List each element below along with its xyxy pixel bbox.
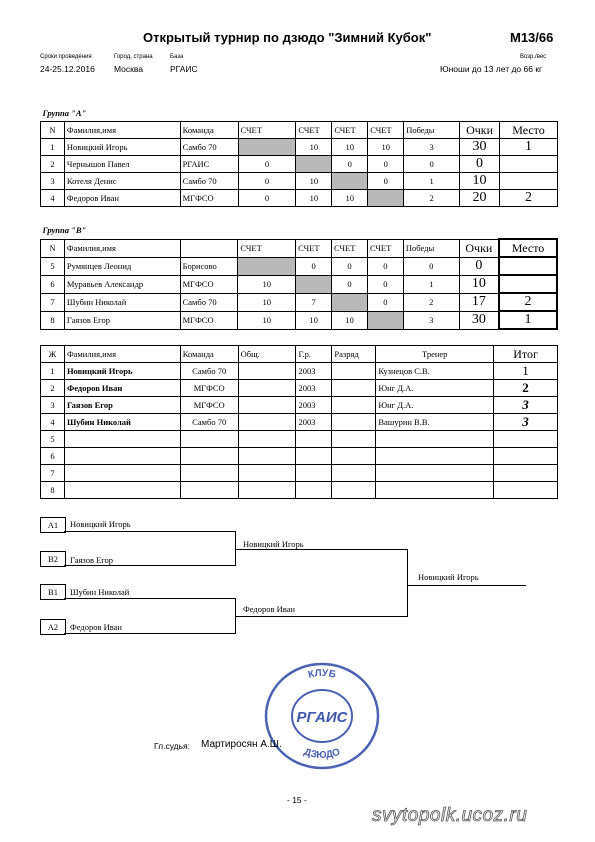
club-cell bbox=[238, 380, 296, 397]
place-cell bbox=[500, 156, 558, 173]
final-place: 2 bbox=[494, 380, 558, 397]
seed-box: А1 bbox=[40, 517, 66, 533]
page-number: - 15 - bbox=[287, 795, 307, 805]
score-cell: 10 bbox=[238, 293, 296, 311]
score-cell: 10 bbox=[296, 173, 332, 190]
col-score-3: СЧЕТ bbox=[332, 239, 368, 257]
club-cell bbox=[238, 397, 296, 414]
athlete-team: МГФСО bbox=[180, 190, 238, 207]
stamp-ring-top: КЛУБ bbox=[307, 667, 337, 681]
col-place: Место bbox=[499, 239, 557, 257]
score-cell: 0 bbox=[367, 293, 403, 311]
athlete-team bbox=[180, 465, 238, 482]
birth-year bbox=[296, 482, 332, 499]
score-cell: 0 bbox=[332, 156, 368, 173]
athlete-team: МГФСО bbox=[180, 380, 238, 397]
rank-cell bbox=[332, 465, 376, 482]
wins-cell: 3 bbox=[404, 139, 460, 156]
col-score-1: СЧЕТ bbox=[238, 122, 296, 139]
group-a-header-row bbox=[41, 122, 558, 139]
table-row bbox=[41, 363, 558, 380]
col-team bbox=[180, 239, 238, 257]
row-number: 5 bbox=[41, 431, 65, 448]
row-number: 3 bbox=[41, 173, 65, 190]
place-cell: 1 bbox=[500, 139, 558, 156]
coach-name bbox=[376, 431, 494, 448]
row-number: 7 bbox=[41, 293, 65, 311]
table-row bbox=[41, 465, 558, 482]
athlete-name: Гаязов Егор bbox=[64, 397, 180, 414]
athlete-team: Самбо 70 bbox=[180, 293, 238, 311]
rank-cell bbox=[332, 380, 376, 397]
club-cell bbox=[238, 431, 296, 448]
birth-year: 2003 bbox=[296, 380, 332, 397]
points-cell: 10 bbox=[460, 173, 500, 190]
score-cell bbox=[368, 190, 404, 207]
row-number: 1 bbox=[41, 139, 65, 156]
wins-cell: 3 bbox=[403, 311, 459, 329]
row-number: 6 bbox=[41, 275, 65, 293]
place-cell bbox=[500, 173, 558, 190]
col-rank: Разряд bbox=[332, 346, 376, 363]
col-points: Очки bbox=[459, 239, 499, 257]
bracket-semifinal-winner: Новицкий Игорь bbox=[243, 539, 304, 549]
table-row bbox=[41, 275, 558, 293]
score-cell bbox=[296, 275, 332, 293]
athlete-team bbox=[180, 431, 238, 448]
group-a-table bbox=[40, 105, 558, 207]
athlete-team: Самбо 70 bbox=[180, 414, 238, 431]
place-cell: 2 bbox=[500, 190, 558, 207]
bracket-athlete-name: Новицкий Игорь bbox=[70, 519, 131, 529]
col-club: Общ. bbox=[238, 346, 296, 363]
score-cell: 0 bbox=[332, 257, 368, 275]
athlete-name bbox=[64, 482, 180, 499]
rank-cell bbox=[332, 431, 376, 448]
score-cell bbox=[332, 293, 368, 311]
group-b-header-row bbox=[41, 239, 558, 257]
rank-cell bbox=[332, 363, 376, 380]
table-row bbox=[41, 448, 558, 465]
col-n: Ж bbox=[41, 346, 65, 363]
birth-year: 2003 bbox=[296, 397, 332, 414]
results-header-row bbox=[41, 346, 558, 363]
wins-cell: 1 bbox=[403, 275, 459, 293]
table-row bbox=[41, 139, 558, 156]
wins-cell: 1 bbox=[404, 173, 460, 190]
score-cell: 7 bbox=[296, 293, 332, 311]
row-number: 7 bbox=[41, 465, 65, 482]
score-cell: 10 bbox=[332, 139, 368, 156]
event-dates: 24-25.12.2016 bbox=[40, 64, 95, 74]
bracket-athlete-name: Федоров Иван bbox=[70, 622, 122, 632]
group-a-caption: Группа "А" bbox=[41, 105, 239, 122]
place-cell: 1 bbox=[499, 311, 557, 329]
athlete-name: Федоров Иван bbox=[64, 190, 180, 207]
rank-cell bbox=[332, 397, 376, 414]
club-cell bbox=[238, 465, 296, 482]
wins-cell: 0 bbox=[404, 156, 460, 173]
col-place: Место bbox=[500, 122, 558, 139]
athlete-team bbox=[180, 482, 238, 499]
place-cell bbox=[499, 275, 557, 293]
table-row bbox=[41, 414, 558, 431]
points-cell: 30 bbox=[460, 139, 500, 156]
base-label: База bbox=[170, 54, 184, 60]
bracket-final-winner: Новицкий Игорь bbox=[418, 572, 479, 582]
final-place bbox=[494, 431, 558, 448]
table-row bbox=[41, 190, 558, 207]
watermark: svytopolk.ucoz.ru bbox=[372, 805, 528, 826]
score-cell: 0 bbox=[368, 156, 404, 173]
score-cell: 10 bbox=[296, 139, 332, 156]
col-team: Команда bbox=[180, 122, 238, 139]
athlete-team: МГФСО bbox=[180, 397, 238, 414]
wins-cell: 2 bbox=[403, 293, 459, 311]
score-cell bbox=[332, 173, 368, 190]
athlete-name bbox=[64, 448, 180, 465]
points-cell: 0 bbox=[460, 156, 500, 173]
col-team: Команда bbox=[180, 346, 238, 363]
athlete-team bbox=[180, 448, 238, 465]
dates-label: Сроки проведения bbox=[40, 54, 92, 60]
points-cell: 17 bbox=[459, 293, 499, 311]
col-points: Очки bbox=[460, 122, 500, 139]
score-cell bbox=[296, 156, 332, 173]
coach-name: Юнг Д.А. bbox=[376, 380, 494, 397]
score-cell: 0 bbox=[238, 190, 296, 207]
table-row bbox=[41, 431, 558, 448]
event-city: Москва bbox=[114, 64, 144, 74]
seed-box: А2 bbox=[40, 619, 66, 635]
athlete-team: РГАИС bbox=[180, 156, 238, 173]
place-cell: 2 bbox=[499, 293, 557, 311]
athlete-name: Румянцев Леонид bbox=[64, 257, 180, 275]
col-n: N bbox=[41, 239, 65, 257]
col-wins: Победы bbox=[403, 239, 459, 257]
table-row bbox=[41, 156, 558, 173]
judge-label: Гл.судья: bbox=[154, 741, 191, 751]
event-base: РГАИС bbox=[170, 64, 198, 74]
age-weight: Юноши до 13 лет до 66 кг bbox=[440, 64, 543, 74]
athlete-name: Шубин Николай bbox=[64, 293, 180, 311]
score-cell: 10 bbox=[296, 190, 332, 207]
coach-name: Вашурин В.В. bbox=[376, 414, 494, 431]
coach-name bbox=[376, 482, 494, 499]
final-place: 3 bbox=[494, 414, 558, 431]
points-cell: 0 bbox=[459, 257, 499, 275]
final-place: 1 bbox=[494, 363, 558, 380]
bracket-athlete-name: Шубин Николай bbox=[70, 587, 130, 597]
club-cell bbox=[238, 448, 296, 465]
wins-cell: 2 bbox=[404, 190, 460, 207]
score-cell: 10 bbox=[332, 311, 368, 329]
results-table bbox=[40, 345, 558, 499]
club-cell bbox=[238, 482, 296, 499]
row-number: 5 bbox=[41, 257, 65, 275]
athlete-team: Самбо 70 bbox=[180, 363, 238, 380]
athlete-team: Борисово bbox=[180, 257, 238, 275]
score-cell: 0 bbox=[296, 257, 332, 275]
row-number: 2 bbox=[41, 380, 65, 397]
birth-year bbox=[296, 431, 332, 448]
athlete-name: Чернышов Павел bbox=[64, 156, 180, 173]
col-score-2: СЧЕТ bbox=[296, 122, 332, 139]
birth-year: 2003 bbox=[296, 414, 332, 431]
final-place bbox=[494, 482, 558, 499]
athlete-name: Новицкий Игорь bbox=[64, 139, 180, 156]
score-cell: 0 bbox=[238, 156, 296, 173]
col-score-3: СЧЕТ bbox=[332, 122, 368, 139]
coach-name bbox=[376, 465, 494, 482]
group-b-caption: Группа "В" bbox=[41, 222, 238, 239]
wins-cell: 0 bbox=[403, 257, 459, 275]
group-b-table bbox=[40, 222, 558, 330]
col-score-2: СЧЕТ bbox=[296, 239, 332, 257]
birth-year bbox=[296, 465, 332, 482]
col-wins: Победы bbox=[404, 122, 460, 139]
athlete-name bbox=[64, 431, 180, 448]
score-cell: 0 bbox=[367, 257, 403, 275]
athlete-team: МГФСО bbox=[180, 275, 238, 293]
table-row bbox=[41, 257, 558, 275]
coach-name: Кузнецов С.В. bbox=[376, 363, 494, 380]
score-cell: 10 bbox=[238, 275, 296, 293]
athlete-team: Самбо 70 bbox=[180, 173, 238, 190]
seed-box: В2 bbox=[40, 551, 66, 567]
athlete-name bbox=[64, 465, 180, 482]
score-cell: 0 bbox=[332, 275, 368, 293]
stamp-center-text: РГАИС bbox=[296, 709, 348, 726]
athlete-name: Гаязов Егор bbox=[64, 311, 180, 329]
col-name: Фамилия,имя bbox=[64, 346, 180, 363]
table-row bbox=[41, 397, 558, 414]
final-place bbox=[494, 448, 558, 465]
category-code: M13/66 bbox=[510, 30, 554, 45]
athlete-name: Муравьев Александр bbox=[64, 275, 180, 293]
seed-box: В1 bbox=[40, 584, 66, 600]
points-cell: 10 bbox=[459, 275, 499, 293]
score-cell: 10 bbox=[238, 311, 296, 329]
place-label: Город, страна bbox=[114, 54, 153, 60]
table-row bbox=[41, 311, 558, 329]
place-cell bbox=[499, 257, 557, 275]
col-coach: Тренер bbox=[376, 346, 494, 363]
score-cell: 0 bbox=[368, 173, 404, 190]
score-cell: 10 bbox=[368, 139, 404, 156]
row-number: 6 bbox=[41, 448, 65, 465]
birth-year: 2003 bbox=[296, 363, 332, 380]
col-result: Итог bbox=[494, 346, 558, 363]
athlete-name: Шубин Николай bbox=[64, 414, 180, 431]
score-cell: 0 bbox=[367, 275, 403, 293]
col-score-4: СЧЕТ bbox=[367, 239, 403, 257]
final-place bbox=[494, 465, 558, 482]
col-name: Фамилия,имя bbox=[64, 122, 180, 139]
score-cell bbox=[367, 311, 403, 329]
age-weight-label: Возр./вес bbox=[520, 54, 547, 60]
table-row bbox=[41, 380, 558, 397]
col-score-1: СЧЕТ bbox=[238, 239, 296, 257]
score-cell bbox=[238, 139, 296, 156]
table-row bbox=[41, 482, 558, 499]
table-row bbox=[41, 293, 558, 311]
row-number: 8 bbox=[41, 482, 65, 499]
col-year: Г.р. bbox=[296, 346, 332, 363]
club-cell bbox=[238, 363, 296, 380]
row-number: 2 bbox=[41, 156, 65, 173]
club-stamp bbox=[262, 660, 382, 770]
club-cell bbox=[238, 414, 296, 431]
col-n: N bbox=[41, 122, 65, 139]
stamp-ring-bottom: ДЗЮДО bbox=[302, 746, 342, 762]
points-cell: 20 bbox=[460, 190, 500, 207]
coach-name bbox=[376, 448, 494, 465]
row-number: 3 bbox=[41, 397, 65, 414]
row-number: 4 bbox=[41, 414, 65, 431]
rank-cell bbox=[332, 482, 376, 499]
table-row bbox=[41, 173, 558, 190]
athlete-team: Самбо 70 bbox=[180, 139, 238, 156]
athlete-name: Федоров Иван bbox=[64, 380, 180, 397]
row-number: 8 bbox=[41, 311, 65, 329]
row-number: 1 bbox=[41, 363, 65, 380]
athlete-name: Новицкий Игорь bbox=[64, 363, 180, 380]
page-title: Открытый турнир по дзюдо "Зимний Кубок" bbox=[143, 30, 432, 45]
rank-cell bbox=[332, 448, 376, 465]
judge-name: Мартиросян А.Ш. bbox=[201, 739, 282, 750]
score-cell: 0 bbox=[238, 173, 296, 190]
score-cell bbox=[238, 257, 296, 275]
bracket-semifinal-winner: Федоров Иван bbox=[243, 604, 295, 614]
row-number: 4 bbox=[41, 190, 65, 207]
athlete-name: Котеля Денис bbox=[64, 173, 180, 190]
athlete-team: МГФСО bbox=[180, 311, 238, 329]
col-name: Фамилия,имя bbox=[64, 239, 180, 257]
score-cell: 10 bbox=[332, 190, 368, 207]
coach-name: Юнг Д.А. bbox=[376, 397, 494, 414]
bracket-athlete-name: Гаязов Егор bbox=[70, 555, 114, 565]
final-place: 3 bbox=[494, 397, 558, 414]
birth-year bbox=[296, 448, 332, 465]
score-cell: 10 bbox=[296, 311, 332, 329]
rank-cell bbox=[332, 414, 376, 431]
col-score-4: СЧЕТ bbox=[368, 122, 404, 139]
points-cell: 30 bbox=[459, 311, 499, 329]
